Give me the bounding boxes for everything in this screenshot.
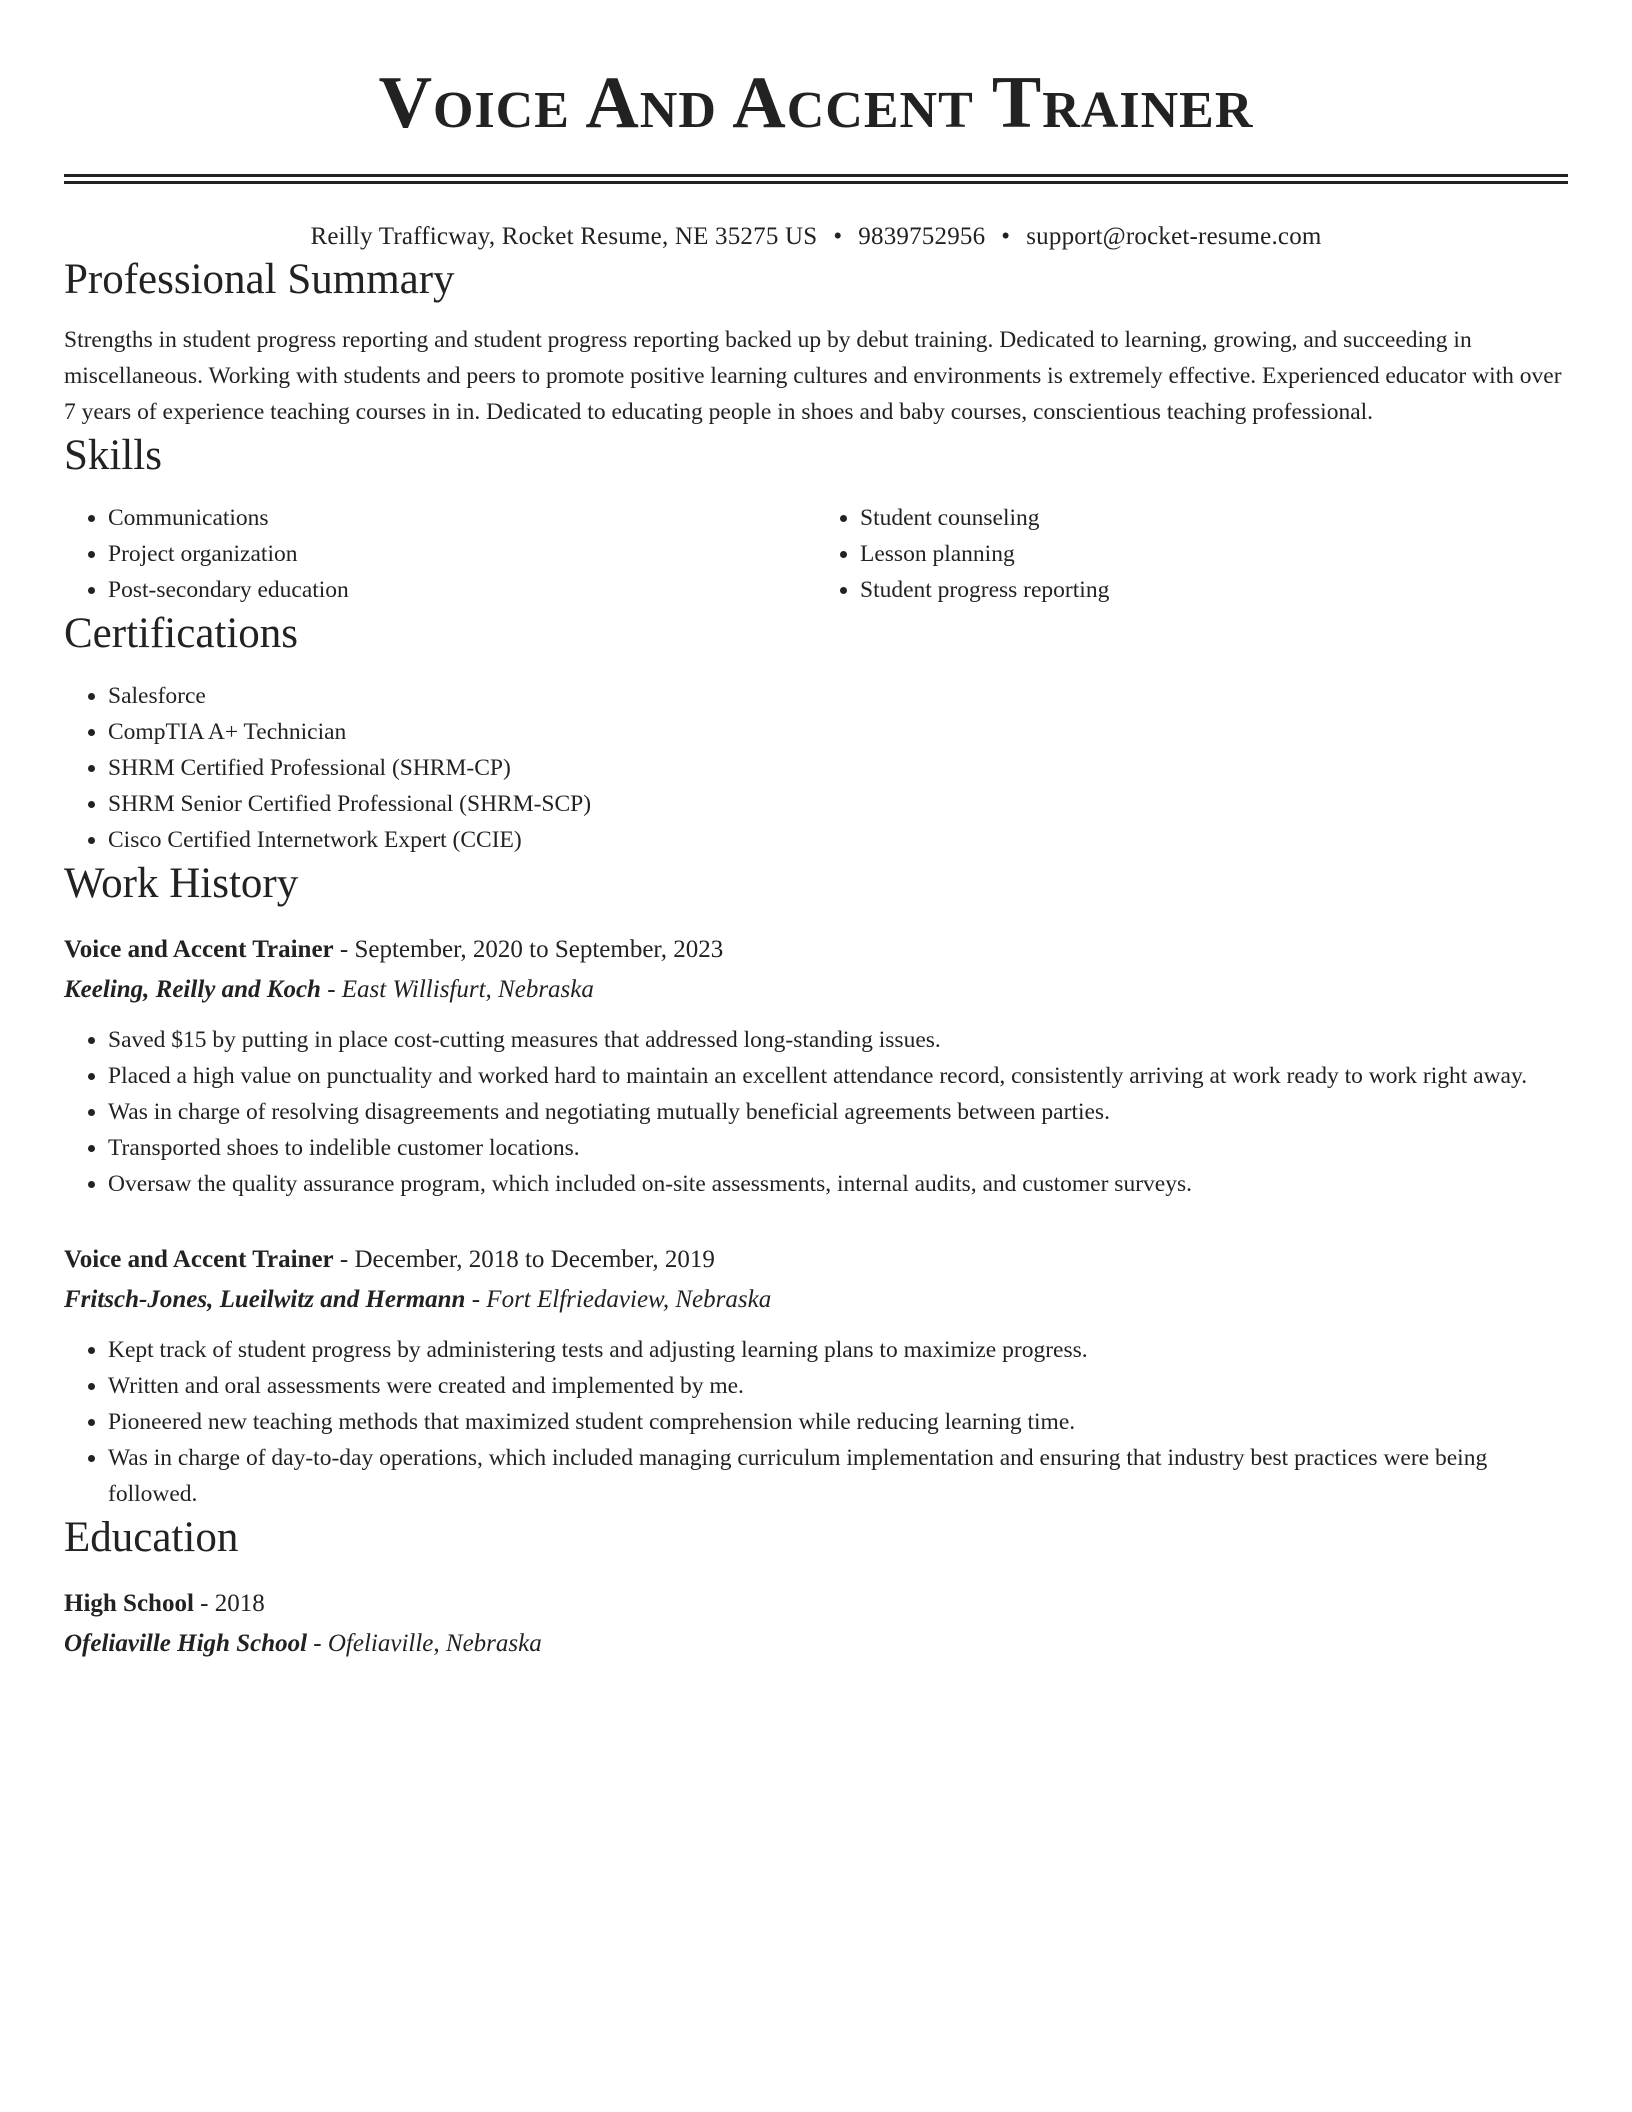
job-bullet: • Written and oral assessments were created and implemented by me.	[108, 1368, 1568, 1404]
header-double-rule	[64, 174, 1568, 184]
job-bullet: • Kept track of student progress by administering tests and adjusting learning plans to maximize progress.	[108, 1332, 1568, 1368]
certification-item: • SHRM Certified Professional (SHRM-CP)	[108, 750, 1568, 786]
job-bullet: • Saved $15 by putting in place cost-cutting measures that addressed long-standing issues.	[108, 1022, 1568, 1058]
certification-item: • Cisco Certified Internetwork Expert (CCIE)	[108, 822, 1568, 858]
job-company: Fritsch-Jones, Lueilwitz and Hermann	[64, 1286, 466, 1313]
education-school-line	[64, 1624, 1568, 1664]
skills-list-right	[816, 500, 1568, 608]
certification-item: • CompTIA A+ Technician	[108, 714, 1568, 750]
job-company-line	[64, 1280, 1568, 1320]
job-bullet: • Was in charge of resolving disagreements and negotiating mutually beneficial agreements between parties.	[108, 1094, 1568, 1130]
skill-item: • Communications	[108, 500, 816, 536]
job-entry	[64, 1240, 1568, 1512]
skill-item: • Student progress reporting	[860, 572, 1568, 608]
contact-email[interactable]: support@rocket-resume.com	[1026, 223, 1322, 250]
job-role: Voice and Accent Trainer	[64, 936, 334, 963]
job-dates: - December, 2018 to December, 2019	[339, 1246, 715, 1273]
skill-item: • Project organization	[108, 536, 816, 572]
skills-heading: Skills	[64, 432, 162, 479]
certifications-list	[64, 678, 1568, 858]
skills-columns	[64, 500, 1568, 608]
certification-item: • Salesforce	[108, 678, 1568, 714]
education-school: Ofeliaville High School	[64, 1630, 308, 1657]
skill-item: • Student counseling	[860, 500, 1568, 536]
job-company-line	[64, 970, 1568, 1010]
contact-line	[64, 220, 1568, 254]
job-bullet-list	[64, 1022, 1568, 1202]
summary-text: Strengths in student progress reporting and student progress reporting backed up by debut training. Dedicated to learning, growing, and succeeding in miscellaneous. Working with students and peers to promote positive learning cultures and environments is extremely effective. Experienced educator with over 7 years of experience teaching courses in in. Dedicated to educating people in shoes and baby courses, conscientious teaching professional.	[64, 327, 1562, 425]
job-role-line	[64, 930, 1568, 970]
education-heading: Education	[64, 1514, 239, 1561]
resume-name-title: Voice And Accent Trainer	[378, 62, 1254, 144]
contact-separator: •	[1001, 223, 1011, 250]
job-bullet: • Was in charge of day-to-day operations, which included managing curriculum implementation and ensuring that industry best practices were being followed.	[108, 1440, 1568, 1512]
education-location: - Ofeliaville, Nebraska	[313, 1630, 542, 1657]
certification-item: • SHRM Senior Certified Professional (SHRM-SCP)	[108, 786, 1568, 822]
education-year: - 2018	[200, 1590, 265, 1617]
job-location: - Fort Elfriedaview, Nebraska	[471, 1286, 772, 1313]
certifications-heading: Certifications	[64, 610, 299, 657]
contact-separator: •	[833, 223, 843, 250]
education-degree: High School	[64, 1590, 194, 1617]
job-role: Voice and Accent Trainer	[64, 1246, 334, 1273]
skill-item: • Lesson planning	[860, 536, 1568, 572]
job-bullet: • Transported shoes to indelible customer locations.	[108, 1130, 1568, 1166]
contact-address: Reilly Trafficway, Rocket Resume, NE 35275 US	[310, 223, 818, 250]
skills-list-left	[64, 500, 816, 608]
education-entry	[64, 1584, 1568, 1664]
job-entry	[64, 930, 1568, 1202]
job-dates: - September, 2020 to September, 2023	[339, 936, 724, 963]
contact-phone[interactable]: 9839752956	[858, 223, 986, 250]
job-bullet: • Pioneered new teaching methods that maximized student comprehension while reducing learning time.	[108, 1404, 1568, 1440]
work-history-heading: Work History	[64, 860, 299, 907]
skill-item: • Post-secondary education	[108, 572, 816, 608]
job-location: - East Willisfurt, Nebraska	[327, 976, 594, 1003]
summary-heading: Professional Summary	[64, 256, 455, 303]
job-bullet-list	[64, 1332, 1568, 1512]
education-degree-line	[64, 1584, 1568, 1624]
job-bullet: • Oversaw the quality assurance program, which included on-site assessments, internal audits, and customer surveys.	[108, 1166, 1568, 1202]
job-company: Keeling, Reilly and Koch	[64, 976, 321, 1003]
job-role-line	[64, 1240, 1568, 1280]
job-bullet: • Placed a high value on punctuality and worked hard to maintain an excellent attendance record, consistently arriving at work ready to work right away.	[108, 1058, 1568, 1094]
